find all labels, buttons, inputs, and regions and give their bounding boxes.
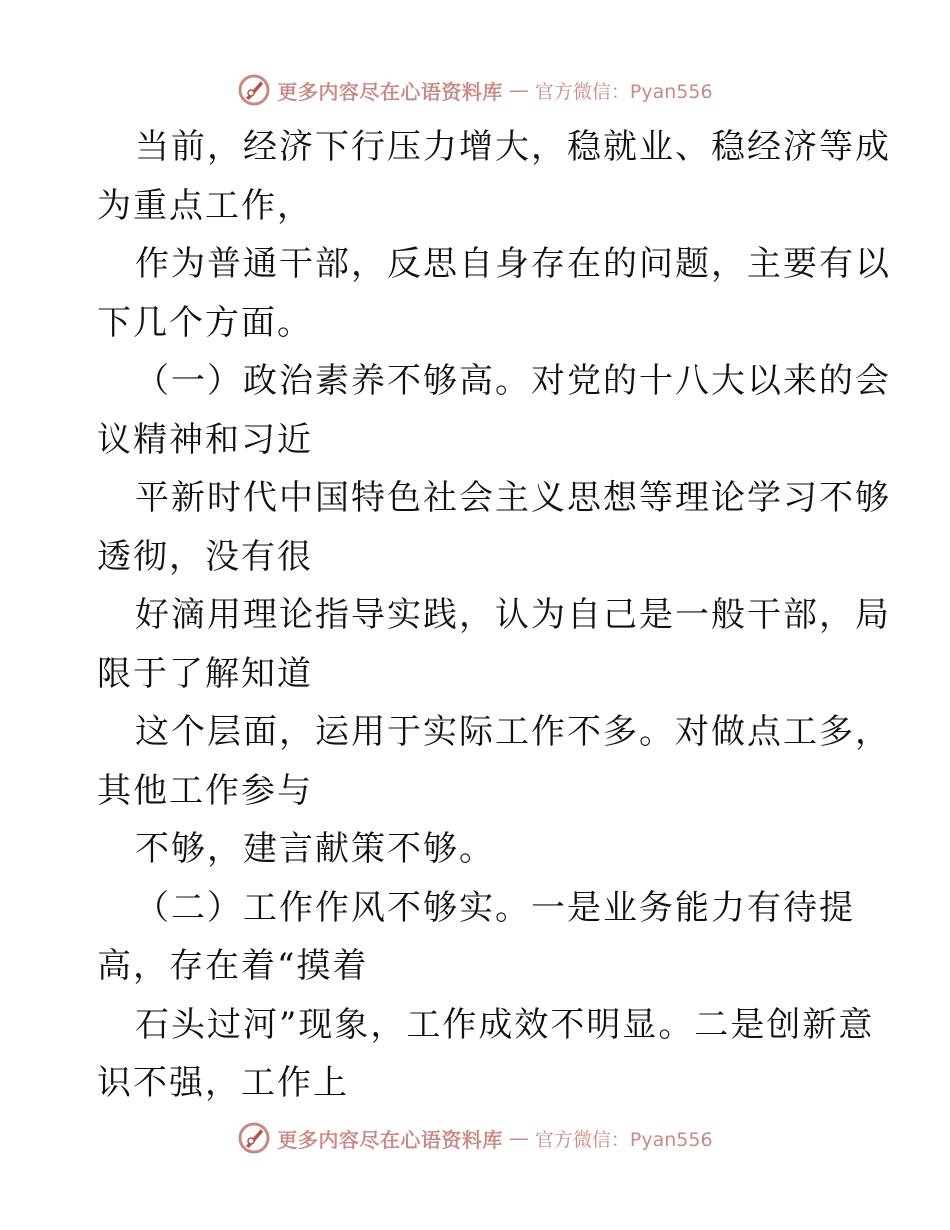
paragraph-line: 议精神和习近 [97, 419, 313, 460]
paragraph-line: 好滴用理论指导实践，认为自己是一般干部，局 [135, 595, 891, 635]
paragraph-line: 不够，建言献策不够。 [135, 829, 495, 869]
document-body [97, 118, 891, 1113]
watermark-site-text: 更多内容尽在心语资料库 [277, 79, 503, 104]
watermark-separator: — [508, 78, 529, 102]
quill-seal-icon [237, 73, 271, 107]
paragraph-line: 限于了解知道 [97, 653, 313, 694]
paragraph-line: 当前，经济下行压力增大，稳就业、稳经济等成 [135, 127, 891, 167]
header-watermark [0, 70, 950, 110]
quill-seal-icon [237, 1121, 271, 1155]
paragraph-line: 透彻，没有很 [97, 536, 313, 577]
section-heading-line: （一）政治素养不够高。对党的十八大以来的会 [135, 361, 891, 401]
footer-watermark [0, 1118, 950, 1158]
paragraph-line: 高，存在着“摸着 [97, 946, 369, 986]
paragraph-line: 作为普通干部，反思自身存在的问题，主要有以 [135, 244, 891, 284]
paragraph-line: 下几个方面。 [97, 302, 313, 343]
watermark-contact-text: 官方微信：Pyan556 [534, 1128, 713, 1151]
paragraph-line: 为重点工作， [97, 185, 313, 226]
paragraph-line: 石头过河”现象，工作成效不明显。二是创新意 [135, 1004, 875, 1045]
paragraph-line: 识不强，工作上 [97, 1063, 349, 1103]
watermark-separator: — [508, 1126, 529, 1150]
watermark-contact-text: 官方微信：Pyan556 [534, 80, 713, 103]
paragraph-line: 其他工作参与 [97, 770, 313, 811]
paragraph-line: 平新时代中国特色社会主义思想等理论学习不够 [135, 478, 891, 518]
section-heading-line: （二）工作作风不够实。一是业务能力有待提 [135, 887, 855, 928]
watermark-site-text: 更多内容尽在心语资料库 [277, 1127, 503, 1152]
paragraph-line: 这个层面，运用于实际工作不多。对做点工多， [135, 712, 891, 752]
